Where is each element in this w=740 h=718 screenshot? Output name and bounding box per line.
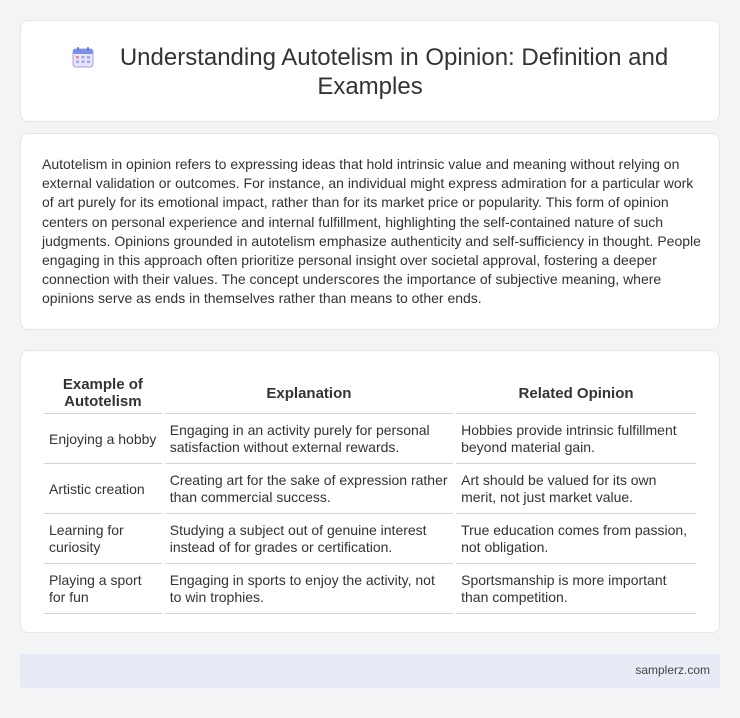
table-card: [20, 350, 720, 633]
table-row: [44, 414, 696, 464]
examples-table: [41, 368, 699, 614]
cell-explanation: Creating art for the sake of expression rather than commercial success.: [165, 464, 453, 514]
cell-example: Playing a sport for fun: [44, 564, 162, 614]
cell-explanation: Engaging in sports to enjoy the activity, not to win trophies.: [165, 564, 453, 614]
table-row: [44, 564, 696, 614]
page-title: Understanding Autotelism in Opinion: Definition and Examples: [119, 44, 669, 100]
header-related-opinion: Related Opinion: [456, 368, 696, 414]
header-example: Example of Autotelism: [44, 368, 162, 414]
cell-example: Enjoying a hobby: [44, 414, 162, 464]
cell-opinion: Art should be valued for its own merit, not just market value.: [456, 464, 696, 514]
cell-example: Learning for curiosity: [44, 514, 162, 564]
cell-explanation: Engaging in an activity purely for personal satisfaction without external rewards.: [165, 414, 453, 464]
table-row: [44, 514, 696, 564]
calendar-icon: [72, 46, 94, 68]
cell-explanation: Studying a subject out of genuine interest instead of for grades or certification.: [165, 514, 453, 564]
cell-opinion: True education comes from passion, not obligation.: [456, 514, 696, 564]
page-title-wrap: [21, 43, 719, 101]
cell-opinion: Hobbies provide intrinsic fulfillment beyond material gain.: [456, 414, 696, 464]
table-row: [44, 464, 696, 514]
header-explanation: Explanation: [165, 368, 453, 414]
header-card: [20, 20, 720, 122]
intro-card: [20, 133, 720, 330]
table-header-row: [44, 368, 696, 414]
footer-site-link[interactable]: samplerz.com: [635, 663, 710, 677]
footer-bar: [20, 654, 720, 688]
cell-opinion: Sportsmanship is more important than competition.: [456, 564, 696, 614]
cell-example: Artistic creation: [44, 464, 162, 514]
intro-paragraph: Autotelism in opinion refers to expressing ideas that hold intrinsic value and meaning without relying on external validation or outcomes. For instance, an individual might express admiration for a particular work of art purely for its emotional impact, rather than for its market price or popularity. This form of opinion centers on personal experience and internal fulfillment, highlighting the self-contained nature of such judgments. Opinions grounded in autotelism emphasize authenticity and self-sufficiency in thought. People engaging in this approach often prioritize personal insight over societal approval, fostering a deeper connection with their values. The concept underscores the importance of subjective meaning, where opinions serve as ends in themselves rather than means to other ends.: [42, 156, 701, 307]
